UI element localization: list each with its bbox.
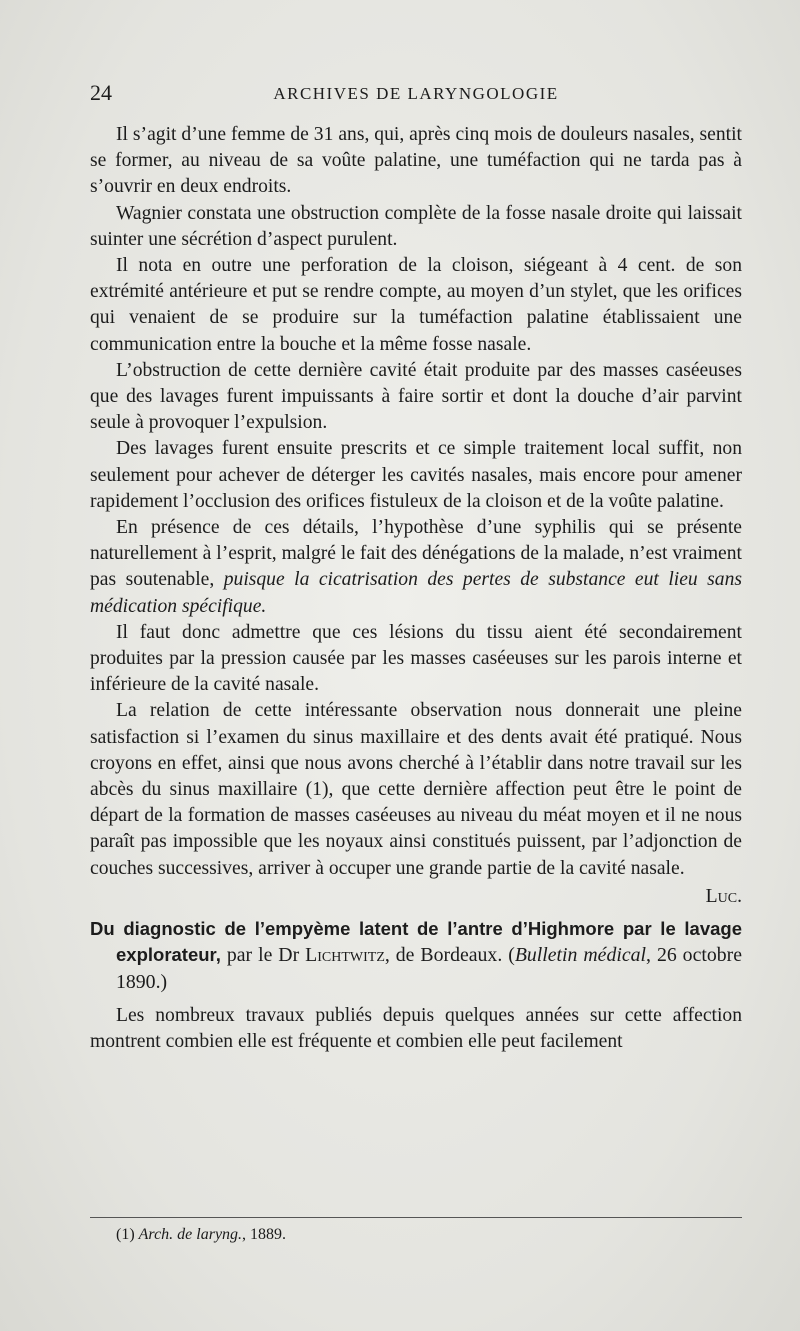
section-title: Du diagnostic de l’empyème latent de l’antre d’Highmore par le lavage explorateur, [90,918,742,966]
body-text [90,122,742,1055]
paragraph-italic-text: puisque la cicatrisation des pertes de substance eut lieu sans médication spécifique. [90,569,742,617]
footnote [116,1226,286,1244]
footnote-marker: (1) [116,1226,139,1243]
paragraph: Wagnier constata une obstruction complète de la fosse nasale droite qui laissait suinter une sécrétion d’aspect purulent. [90,202,742,250]
paragraph: Il s’agit d’une femme de 31 ans, qui, après cinq mois de douleurs nasales, sentit se former, au niveau de sa voûte palatine, une tuméfaction qui ne tarda pas à s’ouvrir en deux endroits. [90,124,742,198]
paragraph: Il faut donc admettre que ces lésions du tissu aient été secondairement produites par la pression causée par les masses caséeuses sur les parois interne et inférieure de la cavité nasale. [90,621,742,696]
section-place: , de Bordeaux. ( [384,944,515,967]
running-title: ARCHIVES DE LARYNGOLOGIE [273,84,559,103]
section-author: Lichtwitz [305,944,385,967]
paragraph [90,515,742,620]
paragraph: L’obstruction de cette dernière cavité était produite par des masses caséeuses que des lavages furent impuissants à faire sortir et dont la douche d’air parvint seule à provoquer l’expulsion. [90,359,742,434]
page-header [90,80,742,114]
paragraph: La relation de cette intéressante observation nous donnerait une pleine satisfaction si l’examen du sinus maxillaire et des dents avait été pratiqué. Nous croyons en effet, ainsi que nous avons cherché à l’établir dans notre travail sur les abcès du sinus maxillaire (1), que cette dernière affection peut être le point de départ de la formation de masses caséeuses au niveau du méat moyen et il ne nous paraît pas impossible que les noyaux ainsi constitués puissent, par l’adjonction de couches successives, arriver à occuper une grande partie de la cavité nasale. [90,700,742,879]
section-journal: Bulletin médical [514,944,647,967]
section-heading [90,916,742,995]
section-by: par le Dr [220,944,306,967]
footnote-source: Arch. de laryng. [138,1226,243,1243]
section-date: , 26 octobre 1890.) [116,944,742,993]
paragraph-text: En présence de ces détails, l’hypothèse d’une syphilis qui se présente naturellement à l’esprit, malgré le fait des dénégations de la malade, n’est vraiment pas soutenable, [90,517,742,591]
paragraph: Il nota en outre une perforation de la cloison, siégeant à 4 cent. de son extrémité antérieure et put se rendre compte, au moyen d’un stylet, que les orifices qui venaient de se produire sur la tuméfaction palatine établissaient une communication entre la bouche et la même fosse nasale. [90,255,742,355]
page-number: 24 [90,80,112,105]
paragraph: Les nombreux travaux publiés depuis quelques années sur cette affection montrent combien elle est fréquente et combien elle peut facilement [90,1004,742,1052]
footnote-year: , 1889. [242,1226,287,1243]
footnote-divider [90,1217,742,1218]
signature: Luc. [705,885,742,907]
paragraph: Des lavages furent ensuite prescrits et ce simple traitement local suffit, non seulement pour achever de déterger les cavités nasales, mais encore pour amener rapidement l’occlusion des orifices fistuleux de la cloison et de la voûte palatine. [90,438,742,512]
